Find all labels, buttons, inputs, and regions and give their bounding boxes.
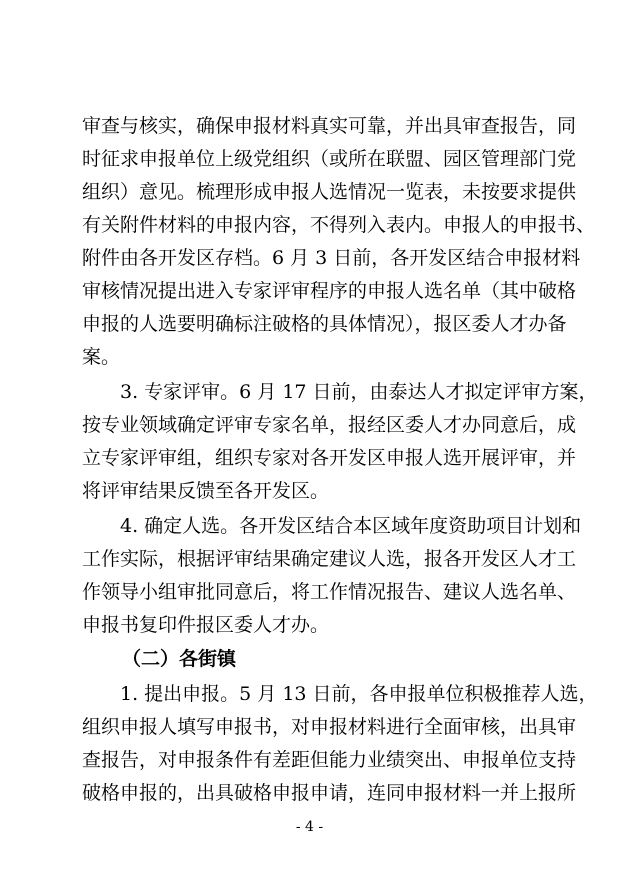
- text-line: 审核情况提出进入专家评审程序的申报人选名单（其中破格: [82, 280, 577, 302]
- text-line: 附件由各开发区存档。6 月 3 日前，各开发区结合申报材料: [82, 247, 581, 269]
- text-line: 4. 确定人选。各开发区结合本区域年度资助项目计划和: [120, 515, 582, 537]
- text-line: 3. 专家评审。6 月 17 日前，由泰达人才拟定评审方案，: [120, 381, 598, 403]
- text-line: 审查与核实，确保申报材料真实可靠，并出具审查报告，同: [82, 115, 577, 137]
- text-line: 工作实际，根据评审结果确定建议人选，报各开发区人才工: [82, 548, 577, 570]
- text-line: 申报的人选要明确标注破格的具体情况），报区委人才办备: [82, 313, 567, 335]
- section-heading: （二）各街镇: [122, 648, 237, 670]
- text-line: 组织申报人填写申报书，对申报材料进行全面审核，出具审: [82, 716, 577, 738]
- text-line: 破格申报的，出具破格申报申请，连同申报材料一并上报所: [82, 782, 577, 804]
- text-line: 立专家评审组，组织专家对各开发区申报人选开展评审，并: [82, 447, 577, 469]
- text-line: 案。: [82, 346, 121, 368]
- page-number: - 4 -: [295, 819, 324, 835]
- text-line: 申报书复印件报区委人才办。: [82, 614, 330, 636]
- text-line: 查报告，对申报条件有差距但能力业绩突出、申报单位支持: [82, 749, 577, 771]
- text-line: 有关附件材料的申报内容，不得列入表内。申报人的申报书、: [82, 214, 596, 236]
- text-line: 作领导小组审批同意后，将工作情况报告、建议人选名单、: [82, 581, 577, 603]
- text-line: 将评审结果反馈至各开发区。: [82, 480, 330, 502]
- text-line: 时征求申报单位上级党组织（或所在联盟、园区管理部门党: [82, 148, 577, 170]
- text-line: 组织）意见。梳理形成申报人选情况一览表，未按要求提供: [82, 181, 577, 203]
- text-line: 1. 提出申报。5 月 13 日前，各申报单位积极推荐人选，: [120, 683, 598, 705]
- text-line: 按专业领域确定评审专家名单，报经区委人才办同意后，成: [82, 414, 577, 436]
